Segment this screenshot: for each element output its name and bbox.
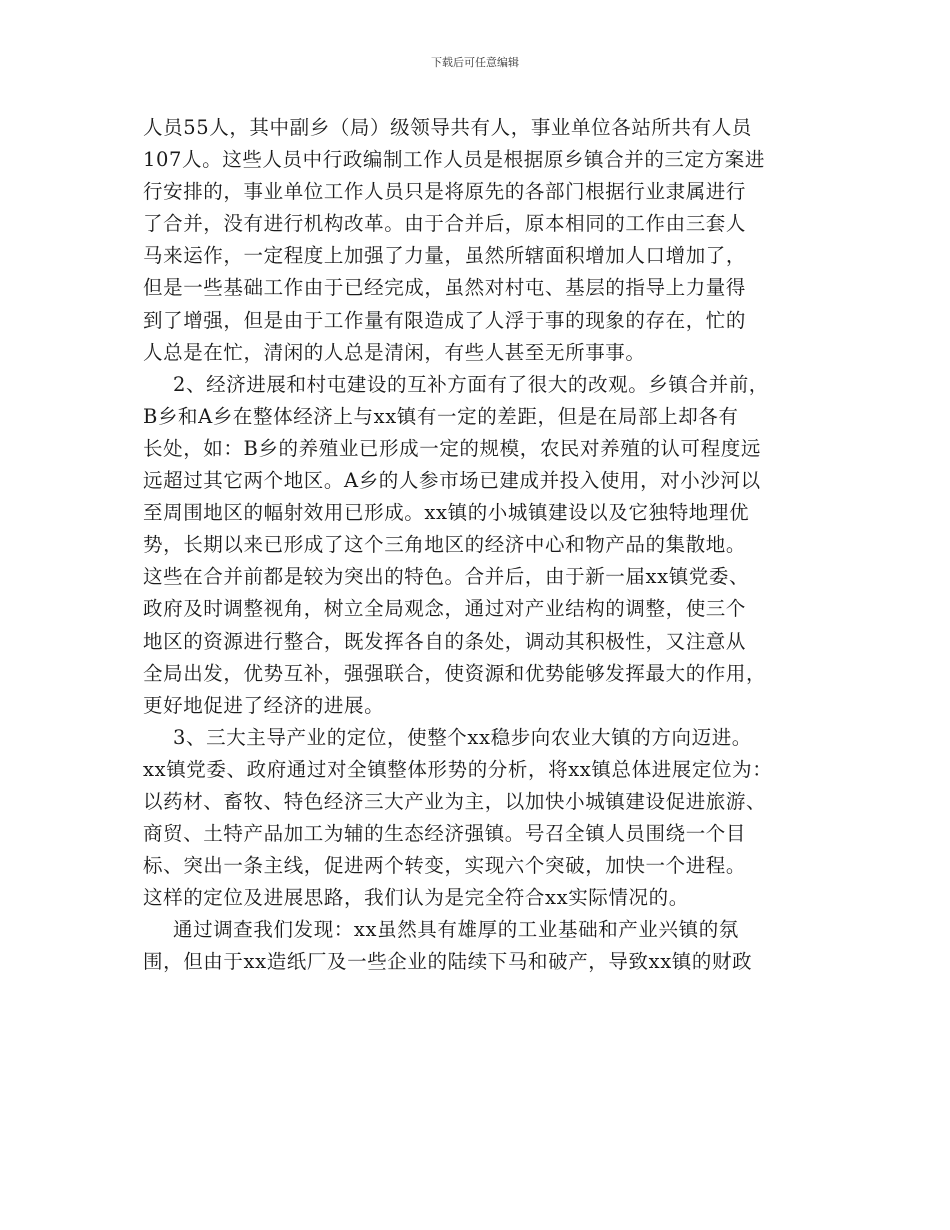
text-line: B乡和A乡在整体经济上与xx镇有一定的差距，但是在局部上却各有	[143, 404, 739, 428]
paragraph-start-line: 3、三大主导产业的定位，使整个xx稳步向农业大镇的方向迈进。	[173, 725, 752, 749]
text-line: 更好地促进了经济的进展。	[143, 693, 385, 717]
text-line: 至周围地区的幅射效用已形成。xx镇的小城镇建设以及它独特地理优	[143, 501, 750, 525]
text-line: 这样的定位及进展思路，我们认为是完全符合xx实际情况的。	[143, 886, 689, 910]
text-line: 到了增强，但是由于工作量有限造成了人浮于事的现象的存在，忙的	[143, 308, 747, 332]
text-line: 但是一些基础工作由于已经完成，虽然对村屯、基层的指导上力量得	[143, 276, 747, 300]
text-line: 人员55人，其中副乡（局）级领导共有人，事业单位各站所共有人员	[143, 116, 752, 139]
text-line: 标、突出一条主线，促进两个转变，实现六个突破，加快一个进程。	[143, 854, 747, 878]
text-line: 行安排的，事业单位工作人员只是将原先的各部门根据行业隶属进行	[143, 180, 747, 204]
text-line: 这些在合并前都是较为突出的特色。合并后，由于新一届xx镇党委、	[143, 565, 750, 589]
text-line: 地区的资源进行整合，既发挥各自的条处，调动其积极性，又注意从	[143, 629, 747, 653]
text-line: 围，但由于xx造纸厂及一些企业的陆续下马和破产，导致xx镇的财政	[143, 950, 753, 974]
text-line: 长处，如：B乡的养殖业已形成一定的规模，农民对养殖的认可程度远	[143, 436, 761, 460]
text-line: 势，长期以来已形成了这个三角地区的经济中心和物产品的集散地。	[143, 533, 747, 557]
text-line: 107人。这些人员中行政编制工作人员是根据原乡镇合并的三定方案进	[143, 148, 765, 172]
text-line: 全局出发，优势互补，强强联合，使资源和优势能够发挥最大的作用，	[143, 661, 767, 685]
text-line: 商贸、土特产品加工为辅的生态经济强镇。号召全镇人员围绕一个目	[143, 822, 747, 846]
paragraph-start-line: 2、经济进展和村屯建设的互补方面有了很大的改观。乡镇合并前，	[173, 372, 769, 396]
paragraph-start-line: 通过调查我们发现：xx虽然具有雄厚的工业基础和产业兴镇的氛	[173, 918, 739, 942]
text-line: 了合并，没有进行机构改革。由于合并后，原本相同的工作由三套人	[143, 212, 747, 236]
text-line: 人总是在忙，清闲的人总是清闲，有些人甚至无所事事。	[143, 340, 646, 364]
text-line: 政府及时调整视角，树立全局观念，通过对产业结构的调整，使三个	[143, 597, 747, 621]
document-body	[143, 112, 833, 979]
text-line: xx镇党委、政府通过对全镇整体形势的分析，将xx镇总体进展定位为：	[143, 757, 773, 781]
text-line: 马来运作，一定程度上加强了力量，虽然所辖面积增加人口增加了，	[143, 244, 747, 268]
text-line: 以药材、畜牧、特色经济三大产业为主，以加快小城镇建设促进旅游、	[143, 789, 767, 813]
page-header: 下载后可任意编辑	[431, 56, 519, 69]
text-line: 远超过其它两个地区。A乡的人参市场已建成并投入使用，对小沙河以	[143, 469, 761, 493]
